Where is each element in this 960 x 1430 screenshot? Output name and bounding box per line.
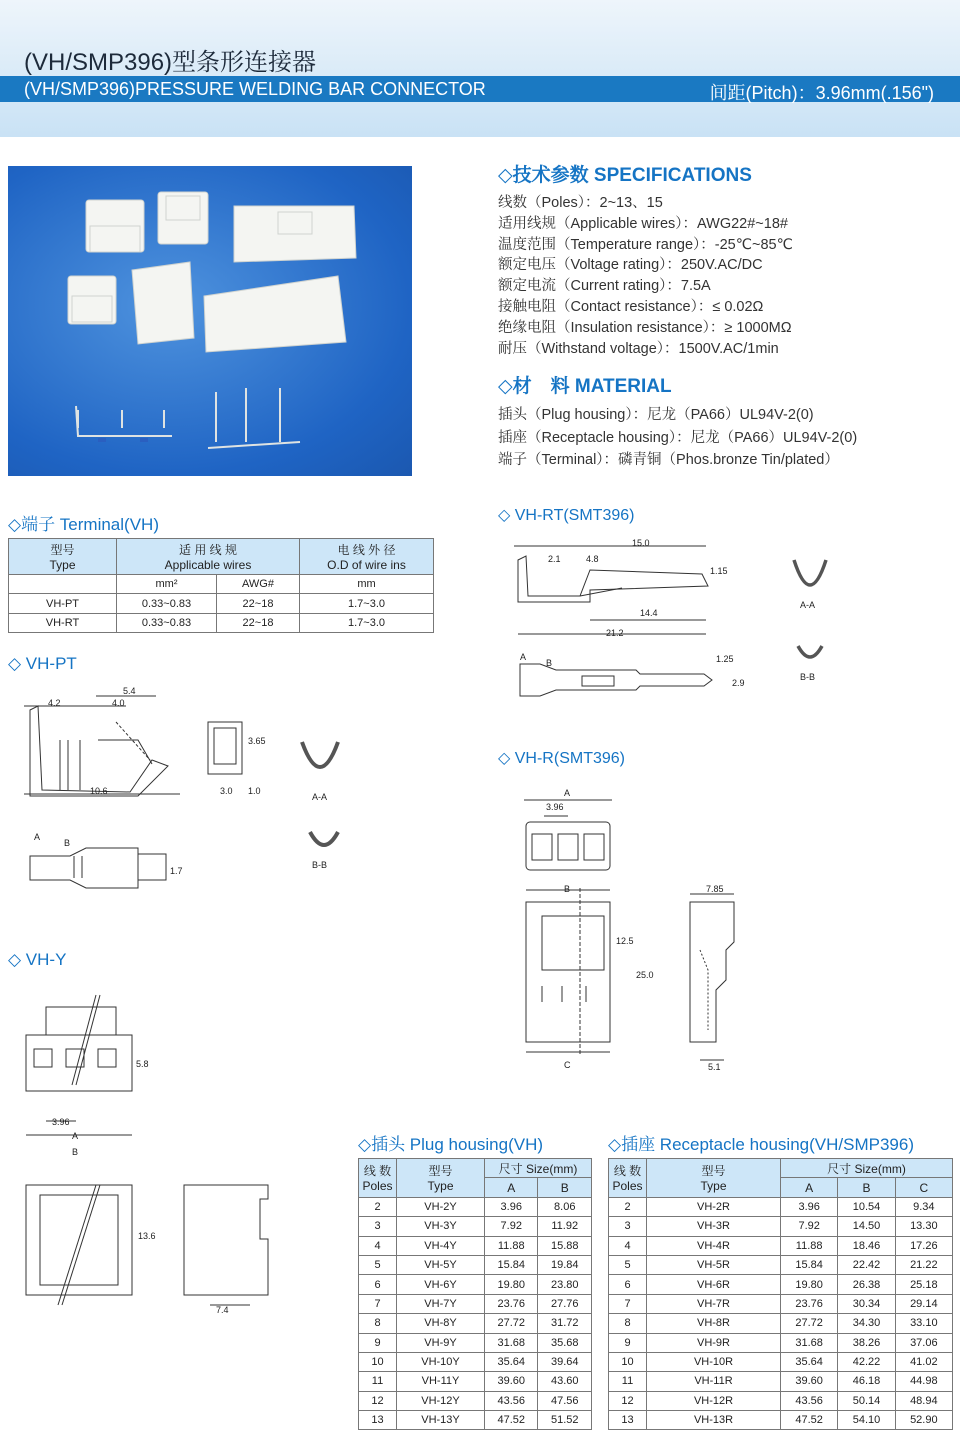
pitch-label: 间距(Pitch)：3.96mm(.156") (709, 83, 934, 103)
vh-rt-dimensions: 15.0 2.1 4.8 1.15 14.4 21.2 1.25 2.9 A-A B-B A B (520, 538, 816, 688)
spec-line: 温度范围（Temperature range）：-25℃~85℃ (498, 236, 793, 253)
vh-pt-heading: ◇ VH-PT (8, 654, 77, 673)
table-row: VH-RT 0.33~0.83 22~18 1.7~3.0 (9, 613, 434, 632)
material-line: 端子（Terminal）：磷青铜（Phos.bronze Tin/plated） (498, 452, 839, 468)
table-row: 6 VH-6Y 19.80 23.80 (359, 1275, 592, 1294)
table-row: 13 VH-13R 47.52 54.10 52.90 (609, 1411, 953, 1430)
table-row: 2 VH-2R 3.96 10.54 9.34 (609, 1197, 953, 1216)
table-row: 4 VH-4R 11.88 18.46 17.26 (609, 1236, 953, 1255)
spec-line: 适用线规（Applicable wires）：AWG22#~18# (498, 215, 788, 232)
table-row: 12 VH-12R 43.56 50.14 48.94 (609, 1391, 953, 1410)
table-row: 12 VH-12Y 43.56 47.56 (359, 1391, 592, 1410)
vh-pt-dimensions: 5.4 4.2 4.0 10.6 3.0 3.65 1.0 1.7 A-A B-B A B (34, 686, 328, 876)
table-row: 11 VH-11R 39.60 46.18 44.98 (609, 1372, 953, 1391)
table-row: 5 VH-5Y 15.84 19.84 (359, 1255, 592, 1274)
receptacle-table: 线 数 Poles 型号 Type 尺寸 Size(mm) A B C 2 VH-2R 3.96 10.54 9.34 3 VH-3R 7.92 14.50 13.30 4 VH-4R 11.88 18.46 17.26 5 VH-5R 15.84 22.42 21.22 6 VH-6R 19.80 26.38 25.18 7 VH-7R 23.76 30.34 29.14 8 VH-8R 27.72 34.30 33.10 9 VH-9R 31.68 38.26 37.06 10 VH-10R 35.64 42.22 41.02 11 VH-11R 39.60 46.18 44.98 12 VH-12R 43.56 50.14 48.94 13 VH-13R 47.52 54.10 52.90 (608, 1158, 953, 1430)
table-row: 3 VH-3R 7.92 14.50 13.30 (609, 1217, 953, 1236)
spec-line: 接触电阻（Contact resistance）：≤ 0.02Ω (498, 298, 764, 315)
spec-line: 线数（Poles）：2~13、15 (498, 195, 663, 211)
table-row: 2 VH-2Y 3.96 8.06 (359, 1197, 592, 1216)
material-line: 插座（Receptacle housing）：尼龙（PA66）UL94V-2(0) (498, 429, 858, 446)
vh-r-heading: ◇ VH-R(SMT396) (498, 750, 625, 767)
table-row: 13 VH-13Y 47.52 51.52 (359, 1411, 592, 1430)
spec-line: 额定电压（Voltage rating）：250V.AC/DC (498, 257, 763, 274)
table-row: 8 VH-8Y 27.72 31.72 (359, 1314, 592, 1333)
page-title: (VH/SMP396)型条形连接器 (24, 49, 317, 76)
table-row: 3 VH-3Y 7.92 11.92 (359, 1217, 592, 1236)
terminal-table-body: 型号 Type 适 用 线 规 Applicable wires 电 线 外 径 O.D of wire ins mm² AWG# mm VH-PT 0.33~0.83 22~18 1.7~3.0 VH-RT 0.33~0.83 22~18 1.7~3.0 (8, 538, 434, 633)
spec-line: 耐压（Withstand voltage）：1500V.AC/1min (498, 340, 779, 357)
connector-photo-illustration (8, 166, 412, 476)
specifications-heading: ◇技术参数 SPECIFICATIONS (498, 165, 752, 186)
vh-r-dimensions: A 3.96 B 12.5 25.0 C 7.85 5.1 (546, 788, 724, 1072)
header-banner (0, 0, 960, 137)
table-row: 4 VH-4Y 11.88 15.88 (359, 1236, 592, 1255)
table-row: VH-PT 0.33~0.83 22~18 1.7~3.0 (9, 594, 434, 613)
table-row: 10 VH-10Y 35.64 39.64 (359, 1352, 592, 1371)
spec-line: 额定电流（Current rating）：7.5A (498, 278, 711, 295)
terminal-heading: ◇端子 Terminal(VH) (8, 515, 159, 534)
plug-heading: ◇插头 Plug housing(VH) (358, 1135, 544, 1154)
table-row: 10 VH-10R 35.64 42.22 41.02 (609, 1352, 953, 1371)
plug-table: 线 数 Poles 型号 Type 尺寸 Size(mm) A B 2 VH-2Y 3.96 8.06 3 VH-3Y 7.92 11.92 4 VH-4Y 11.88 15.88 5 VH-5Y 15.84 19.84 6 VH-6Y 19.80 23.80 7 VH-7Y 23.76 27.76 8 VH-8Y 27.72 31.72 9 VH-9Y 31.68 35.68 10 VH-10Y 35.64 39.64 11 VH-11Y 39.60 43.60 12 VH-12Y 43.56 47.56 13 VH-13Y 47.52 51.52 (358, 1158, 592, 1430)
spec-line: 绝缘电阻（Insulation resistance）：≥ 1000MΩ (498, 319, 792, 336)
table-row: 11 VH-11Y 39.60 43.60 (359, 1372, 592, 1391)
vh-y-heading: ◇ VH-Y (8, 950, 67, 969)
material-section (498, 371, 857, 472)
material-line: 插头（Plug housing）：尼龙（PA66）UL94V-2(0) (498, 407, 814, 423)
vh-y-dimensions: 5.8 3.96 A B 13.6 7.4 (52, 1059, 229, 1315)
table-row: 5 VH-5R 15.84 22.42 21.22 (609, 1255, 953, 1274)
specifications-section (498, 160, 793, 359)
vh-rt-heading: ◇ VH-RT(SMT396) (498, 507, 635, 524)
table-row: 7 VH-7Y 23.76 27.76 (359, 1294, 592, 1313)
table-row: 6 VH-6R 19.80 26.38 25.18 (609, 1275, 953, 1294)
material-heading: ◇材 料 MATERIAL (498, 376, 672, 397)
subtitle: (VH/SMP396)PRESSURE WELDING BAR CONNECTOR (24, 79, 486, 99)
table-row: 9 VH-9Y 31.68 35.68 (359, 1333, 592, 1352)
subtitle-band (0, 76, 960, 102)
table-row: 9 VH-9R 31.68 38.26 37.06 (609, 1333, 953, 1352)
table-row: 7 VH-7R 23.76 30.34 29.14 (609, 1294, 953, 1313)
receptacle-heading: ◇插座 Receptacle housing(VH/SMP396) (608, 1135, 914, 1154)
product-photo (8, 166, 412, 476)
table-row: 8 VH-8R 27.72 34.30 33.10 (609, 1314, 953, 1333)
